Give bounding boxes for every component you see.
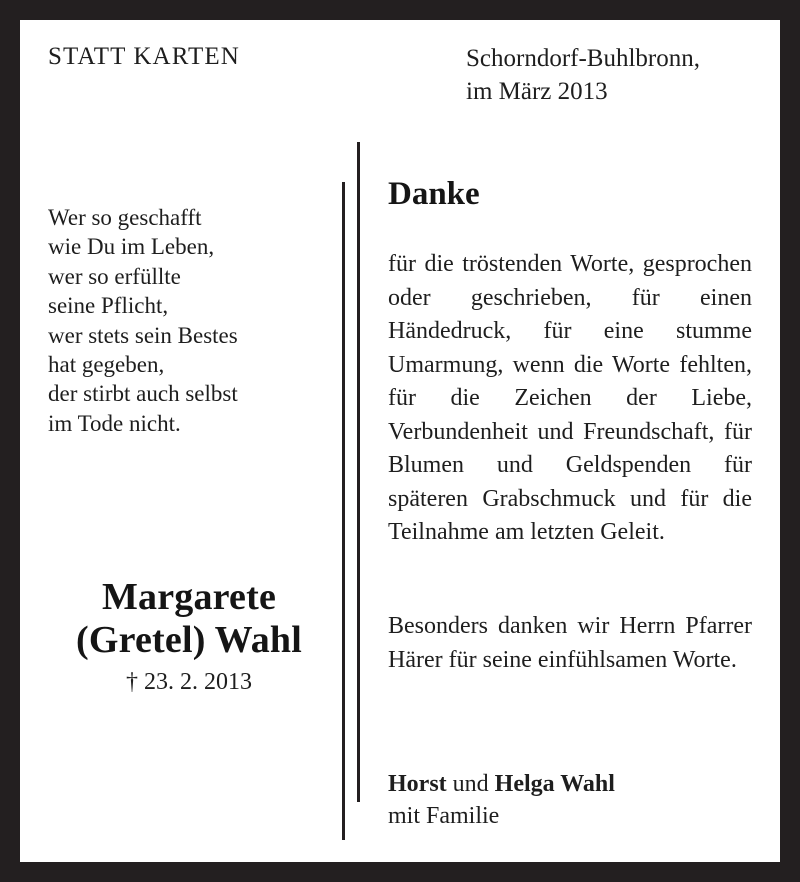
signature-block bbox=[388, 768, 752, 832]
memorial-poem bbox=[48, 203, 238, 438]
poem-line: wie Du im Leben, bbox=[48, 234, 215, 260]
poem-line: im Tode nicht. bbox=[48, 410, 181, 436]
poem-line: wer so erfüllte bbox=[48, 263, 181, 289]
signatory-name-2: Helga Wahl bbox=[494, 771, 615, 797]
deceased-name-block bbox=[46, 576, 332, 696]
vertical-divider-left bbox=[342, 182, 345, 840]
signature-names bbox=[388, 768, 752, 800]
death-date: † 23. 2. 2013 bbox=[126, 669, 252, 695]
place-label: Schorndorf-Buhlbronn, bbox=[466, 45, 700, 72]
poem-line: hat gegeben, bbox=[48, 352, 165, 378]
deceased-nickname-surname: (Gretel) Wahl bbox=[76, 619, 302, 661]
deceased-first-name: Margarete bbox=[101, 576, 277, 618]
poem-line: Wer so geschafft bbox=[48, 205, 202, 230]
signature-conjunction: und bbox=[446, 771, 495, 797]
vertical-divider-right bbox=[357, 142, 360, 802]
poem-line: der stirbt auch selbst bbox=[48, 381, 238, 407]
thanks-paragraph-1: für die tröstenden Worte, gesprochen oder geschrieben, für einen Händedruck, für eine stumme Umarmung, wenn die Worte fehlten, für die Zeichen der Liebe, Verbundenheit und Freundschaft, für Blumen und Geldspenden für späteren Grabschmuck und für die Teilnahme am letzten Geleit. bbox=[388, 251, 752, 545]
thanks-paragraph-2: Besonders danken wir Herrn Pfarrer Härer für seine einfühlsamen Worte. bbox=[388, 613, 752, 673]
notice-inner bbox=[20, 20, 780, 862]
statt-karten-label: STATT KARTEN bbox=[48, 43, 240, 70]
poem-line: seine Pflicht, bbox=[48, 293, 169, 319]
signature-family-line: mit Familie bbox=[388, 803, 500, 829]
place-and-date-block bbox=[466, 42, 700, 108]
signatory-name-1: Horst bbox=[388, 771, 447, 797]
date-label: im März 2013 bbox=[466, 78, 608, 105]
thanks-heading: Danke bbox=[388, 176, 480, 212]
poem-line: wer stets sein Bestes bbox=[48, 322, 238, 348]
